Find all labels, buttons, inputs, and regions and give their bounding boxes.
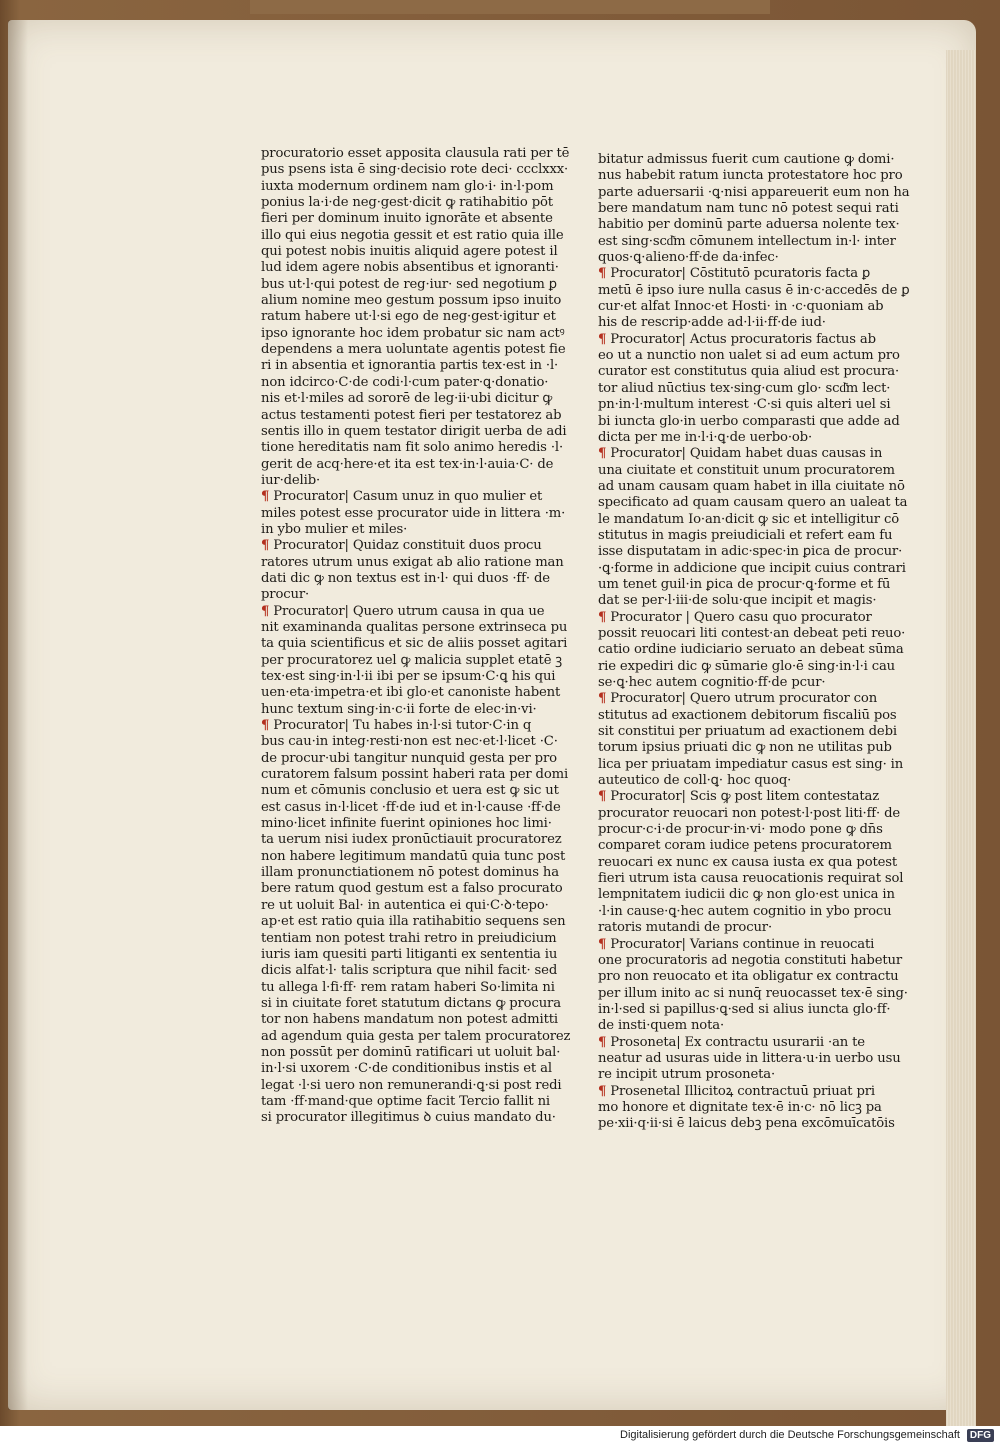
text-line: alium nomine meo gestum possum ipso inuito bbox=[261, 293, 562, 309]
text-line: per procuratorez uel ꝙ malicia supplet etatē ꝫ bbox=[261, 652, 562, 668]
text-line: tam ·ff·mand·que optime facit Tercio fallit ni bbox=[261, 1093, 550, 1109]
text-line: pus psens ista ē sing·decisio rote deci· ccclxxx· bbox=[261, 162, 569, 178]
text-line: si in ciuitate foret statutum dictans ꝙ procura bbox=[261, 995, 561, 1011]
text-line: in·l·sed si papillus·ꝗ·sed si alius iuncta glo·ff· bbox=[598, 1001, 891, 1017]
text-line: dati dic ꝙ non textus est in·l· qui duos ·ff· de bbox=[261, 570, 550, 586]
text-line: actus testamenti potest fieri per testatorez ab bbox=[261, 407, 562, 423]
text-line: ad unam causam quam habet in illa ciuitate nō bbox=[598, 478, 905, 494]
text-line: fieri per dominum inuito ignorāte et absente bbox=[261, 211, 553, 227]
text-line: re incipit utrum prosoneta· bbox=[598, 1067, 776, 1083]
text-line: ¶ Procurator| Casum unuz in quo mulier et bbox=[261, 489, 543, 505]
text-line: tentiam non potest trahi retro in preiudicium bbox=[261, 930, 557, 946]
text-line: in·l·si uxorem ·C·de conditionibus instis et al bbox=[261, 1061, 552, 1077]
rubric-pilcrow: ¶ bbox=[598, 609, 607, 625]
text-line: ratores utrum unus exigat ab alio ratione man bbox=[261, 554, 564, 570]
text-line: nit examinanda qualitas persone extrinseca pu bbox=[261, 619, 568, 635]
text-line: hunc textum sing·in·c·ii forte de elec·in·vi· bbox=[261, 701, 537, 717]
text-line: de insti·quem nota· bbox=[598, 1018, 724, 1034]
text-line: metū ē ipso iure nulla casus ē in·c·accedēs de ꝑ bbox=[598, 282, 910, 298]
text-line: bi iuncta glo·in uerbo comparasti que adde ad bbox=[598, 413, 900, 429]
text-line: ¶ Procurator| Quero utrum procurator con bbox=[598, 691, 878, 707]
text-line: catio ordine iudiciario seruato an debeat sūma bbox=[598, 642, 904, 658]
text-line: se·ꝗ·hec autem cognitio·ff·de pcur· bbox=[598, 675, 826, 690]
rubric-pilcrow: ¶ bbox=[598, 691, 607, 707]
text-line: reuocari ex nunc ex causa iusta ex qua potest bbox=[598, 854, 898, 870]
text-line: rie expediri dic ꝙ sūmarie glo·ē sing·in·l·i cau bbox=[598, 658, 896, 674]
rubric-pilcrow: ¶ bbox=[598, 446, 607, 462]
text-line: comparet coram iudice petens procuratorem bbox=[598, 838, 892, 854]
text-column-right bbox=[598, 152, 910, 1133]
text-line: bus cau·in integ·resti·non est nec·et·l·licet ·C· bbox=[261, 734, 558, 750]
text-line: ap·et est ratio quia illa ratihabitio sequens sen bbox=[261, 914, 566, 930]
text-line: lica per priuatam impediatur casus est sing· in bbox=[598, 756, 904, 772]
text-line: pe·xii·q·ii·si ē laicus debꝫ pena excōmuīcatōis bbox=[598, 1116, 895, 1132]
text-line: sentis illo in quem testator dirigit uerba de adi bbox=[261, 423, 567, 439]
text-line: ta uerum nisi iudex pronūctiauit procuratorez bbox=[261, 832, 562, 848]
text-line: per illum inito ac si nunq̄ reuocasset tex·ē sing· bbox=[598, 985, 908, 1001]
text-line: ratum habere ut·l·si ego de neg·gest·igitur et bbox=[261, 309, 556, 325]
text-line: est casus in·l·licet ·ff·de iud et in·l·cause ·ff·de bbox=[261, 799, 561, 815]
binding-top bbox=[250, 0, 770, 14]
text-line: mo honore et dignitate tex·ē in·c· nō licꝫ pa bbox=[598, 1099, 882, 1115]
text-column-left bbox=[261, 146, 571, 1127]
text-line: bere ratum quod gestum est a falso procurato bbox=[261, 881, 563, 897]
text-line: procur·c·i·de procur·in·vi· modo pone ꝙ dn̄s bbox=[598, 822, 883, 838]
page-gutter-shadow bbox=[8, 20, 28, 1410]
text-line: sit constitui per priuatum ad exactionem debi bbox=[598, 724, 897, 740]
text-line: curatorem falsum possint haberi rata per domi bbox=[261, 767, 569, 783]
text-line: tione hereditatis nam fit solo animo heredis ·l· bbox=[261, 440, 563, 456]
rubric-pilcrow: ¶ bbox=[598, 331, 607, 347]
text-line: ¶ Procurator| Quidam habet duas causas in bbox=[598, 446, 883, 462]
text-line: iuxta modernum ordinem nam glo·i· in·l·pom bbox=[261, 178, 554, 194]
rubric-pilcrow: ¶ bbox=[598, 936, 607, 952]
text-line: procur· bbox=[261, 587, 310, 603]
text-line: um tenet guil·in ꝑica de procur·ꝗ·forme et fū bbox=[598, 576, 891, 592]
text-line: dependens a mera uoluntate agentis potest fie bbox=[261, 342, 566, 358]
text-line: illam pronunctiationem nō potest dominus ha bbox=[261, 865, 559, 881]
text-line: one procuratoris ad negotia constituti habetur bbox=[598, 952, 903, 968]
text-line: mino·licet infinite fuerint opiniones hoc limi· bbox=[261, 816, 552, 832]
text-line: una ciuitate et constituit unum procuratorem bbox=[598, 462, 895, 478]
text-line: non idcirco·C·de codi·l·cum pater·ꝗ·donatio· bbox=[261, 374, 549, 390]
text-line: cur·et alfat Innoc·et Hosti· in ·c·quoniam ab bbox=[598, 299, 884, 315]
page-fore-edge bbox=[946, 50, 976, 1430]
text-line: miles potest esse procurator uide in littera ·m· bbox=[261, 505, 566, 521]
text-line: ri in absentia et ignorantia partis tex·est in ·l· bbox=[261, 358, 559, 374]
text-line: lempnitatem iudicii dic ꝙ non glo·est unica in bbox=[598, 887, 895, 903]
text-line: tor non habens mandatum non potest admitti bbox=[261, 1012, 558, 1028]
text-line: gerit de acq·here·et ita est tex·in·l·auia·C· de bbox=[261, 456, 554, 472]
text-line: ¶ Procurator| Quidaz constituit duos procu bbox=[261, 538, 542, 554]
rubric-pilcrow: ¶ bbox=[598, 1083, 607, 1099]
text-line: isse disputatam in adic·spec·in ꝑica de procur· bbox=[598, 544, 903, 560]
text-line: ¶ Procurator | Quero casu quo procurator bbox=[598, 609, 872, 625]
text-line: stitutus ad exactionem debitorum fiscaliū pos bbox=[598, 707, 897, 723]
text-line: ratoris mutandi de procur· bbox=[598, 920, 772, 936]
rubric-pilcrow: ¶ bbox=[261, 603, 270, 619]
text-line: ponius la·i·de neg·gest·dicit ꝙ ratihabitio pōt bbox=[261, 195, 553, 211]
text-line: bus ut·l·qui potest de reg·iur· sed negotium ꝑ bbox=[261, 276, 558, 292]
text-line: possit reuocari liti contest·an debeat peti reuo· bbox=[598, 625, 906, 641]
text-line: fieri utrum ista causa reuocationis requirat sol bbox=[598, 871, 904, 887]
text-line: habitio per dominū parte aduersa nolente tex· bbox=[598, 217, 900, 233]
text-line: his de rescrip·adde ad·l·ii·ff·de iud· bbox=[598, 315, 826, 331]
text-line: ·l·in cause·ꝗ·hec autem cognitio in ybo procu bbox=[598, 903, 892, 919]
text-line: procurator reuocari non potest·l·post liti·ff· de bbox=[598, 805, 901, 821]
text-line: iur·delib· bbox=[261, 472, 321, 488]
text-line: si procurator illegitimus ꝺ cuius mandato du· bbox=[261, 1110, 556, 1126]
text-line: num et cōmunis conclusio et uera est ꝙ sic ut bbox=[261, 783, 559, 799]
text-line: pro non reuocato et ita obligatur ex contractu bbox=[598, 969, 899, 985]
text-line: est sing·scd͂m cōmunem intellectum in·l· inter bbox=[598, 233, 896, 249]
dfg-logo: DFG bbox=[967, 1429, 994, 1442]
text-line: neatur ad usuras uide in littera·u·in uerbo usu bbox=[598, 1050, 901, 1066]
text-line: le mandatum Io·an·dicit ꝙ sic et intelligitur cō bbox=[598, 511, 900, 527]
text-line: ¶ Procurator| Tu habes in·l·si tutor·C·in q bbox=[261, 718, 532, 734]
text-line: in ybo mulier et miles· bbox=[261, 521, 408, 537]
rubric-pilcrow: ¶ bbox=[598, 789, 607, 805]
text-line: quos·ꝗ·alieno·ff·de da·infec· bbox=[598, 250, 779, 266]
text-line: ¶ Procurator| Scis ꝙ post litem contestataz bbox=[598, 789, 880, 805]
text-line: non possūt per dominū ratificari ut uoluit bal· bbox=[261, 1044, 561, 1060]
text-line: dicis alfat·l· talis scriptura que nihil facit· sed bbox=[261, 963, 558, 979]
text-line: eo ut a nunctio non ualet si ad eum actum pro bbox=[598, 348, 900, 364]
text-line: iuris iam quesiti parti litiganti ex sententia iu bbox=[261, 946, 558, 962]
footer-credit: Digitalisierung gefördert durch die Deutsche Forschungsgemeinschaft bbox=[620, 1429, 960, 1441]
rubric-pilcrow: ¶ bbox=[598, 1034, 607, 1050]
text-line: dat se per·l·iii·de solu·que incipit et magis· bbox=[598, 593, 877, 609]
text-line: ta quia scientificus et sic de aliis posset agitari bbox=[261, 636, 568, 652]
text-line: qui potest nobis inuitis aliquid agere potest il bbox=[261, 244, 558, 260]
text-line: nis et·l·miles ad sororē de leg·ii·ubi dicitur ꝙ bbox=[261, 391, 553, 407]
rubric-pilcrow: ¶ bbox=[261, 718, 270, 734]
text-line: ¶ Procurator| Cōstitutō pcuratoris facta ꝑ bbox=[598, 266, 871, 282]
text-line: legat ·l·si uero non remunerandi·ꝗ·si post redi bbox=[261, 1077, 562, 1093]
text-line: bere mandatum nam tunc nō potest sequi rati bbox=[598, 201, 899, 217]
text-line: auteutico de coll·ꝗ· hoc quoq· bbox=[598, 773, 792, 789]
text-line: tex·est sing·in·l·ii ibi per se ipsum·C·ꝗ his qui bbox=[261, 669, 556, 684]
text-line: procuratorio esset apposita clausula rati per tē bbox=[261, 146, 570, 161]
text-line: tu allega l·fi·ff· rem ratam haberi So·limita ni bbox=[261, 979, 555, 995]
text-line: torum ipsius priuati dic ꝙ non ne utilitas pub bbox=[598, 740, 892, 756]
text-line: lud idem agere nobis absentibus et ignoranti· bbox=[261, 260, 559, 276]
text-line: ¶ Prosenetal Illicitoꝝ contractuū priuat pri bbox=[598, 1083, 875, 1099]
text-line: tor aliud nūctius tex·sing·cum glo· scd͂m lect· bbox=[598, 380, 891, 396]
text-line: parte aduersarii ·ꝗ·nisi appareuerit eum non ha bbox=[598, 184, 910, 200]
text-line: ¶ Procurator| Actus procuratoris factus ab bbox=[598, 331, 876, 347]
text-line: uen·eta·impetra·et ibi glo·et canoniste habent bbox=[261, 685, 561, 701]
text-line: ¶ Prosoneta| Ex contractu usurarii ·an te bbox=[598, 1034, 865, 1050]
rubric-pilcrow: ¶ bbox=[261, 538, 270, 554]
text-line: dicta per me in·l·i·ꝗ·de uerbo·ob· bbox=[598, 429, 813, 445]
text-line: non habere legitimum mandatū quia tunc post bbox=[261, 848, 566, 864]
text-line: de procur·ubi tangitur nunquid gesta per pro bbox=[261, 750, 557, 766]
text-line: pn·in·l·multum interest ·C·si quis alteri uel si bbox=[598, 397, 891, 413]
text-line: curator est constitutus quia aliud est procura· bbox=[598, 364, 900, 380]
text-line: ipso ignorante hoc idem probatur sic nam actꝰ bbox=[261, 325, 565, 341]
text-line: ad agendum quia gesta per talem procuratorez bbox=[261, 1028, 571, 1044]
text-line: illo qui eius negotia gessit et est ratio quia ille bbox=[261, 227, 564, 243]
text-line: stitutus in magis preiudiciali et refert eam fu bbox=[598, 527, 893, 543]
text-line: ¶ Procurator| Quero utrum causa in qua ue bbox=[261, 603, 545, 619]
text-line: ·ꝗ·forme in addicione que incipit cuius contrari bbox=[598, 560, 906, 576]
text-line: ¶ Procurator| Varians continue in reuocati bbox=[598, 936, 875, 952]
text-line: re ut uoluit Bal· in autentica ei qui·C·ꝺ·tepo· bbox=[261, 897, 549, 913]
rubric-pilcrow: ¶ bbox=[261, 489, 270, 505]
text-line: bitatur admissus fuerit cum cautione ꝙ domi· bbox=[598, 152, 895, 167]
text-line: specificato ad quam causam quero an ualeat ta bbox=[598, 495, 908, 511]
text-line: nus habebit ratum iuncta protestatore hoc pro bbox=[598, 168, 903, 184]
rubric-pilcrow: ¶ bbox=[598, 266, 607, 282]
